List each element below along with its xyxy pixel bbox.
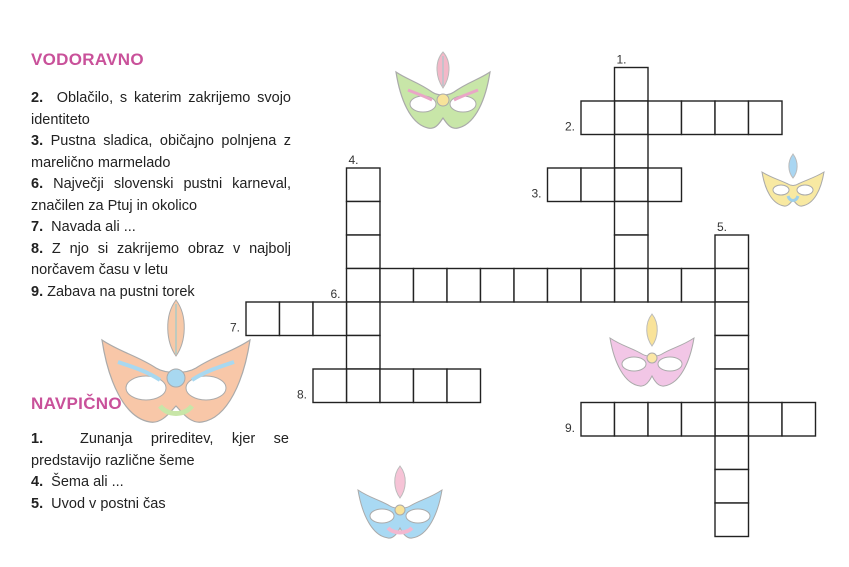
grid-cell[interactable]: [615, 269, 649, 303]
across-clue-9: 9. Zabava na pustni torek: [31, 283, 195, 300]
grid-number: 4.: [348, 153, 359, 167]
grid-cell[interactable]: [581, 168, 615, 202]
grid-cell[interactable]: [347, 336, 381, 370]
grid-cell[interactable]: [749, 101, 783, 135]
grid-cell[interactable]: [380, 369, 414, 403]
grid-number: 3.: [531, 186, 542, 201]
mask-icon: [604, 310, 700, 394]
grid-cell[interactable]: [715, 470, 749, 504]
grid-cell[interactable]: [615, 235, 649, 269]
grid-cell[interactable]: [715, 235, 749, 269]
down-clue-list: [31, 429, 289, 515]
grid-cell[interactable]: [347, 202, 381, 236]
mask-icon: [352, 462, 448, 546]
grid-cell[interactable]: [715, 503, 749, 537]
grid-number: 1.: [616, 52, 627, 67]
grid-cell[interactable]: [347, 235, 381, 269]
grid-cell[interactable]: [648, 403, 682, 437]
grid-cell[interactable]: [581, 269, 615, 303]
grid-number: 5.: [717, 220, 728, 234]
grid-cell[interactable]: [715, 101, 749, 135]
down-clue-1: 1. Zunanja prireditev, kjer se predstavijo različne šeme: [31, 431, 289, 469]
grid-cell[interactable]: [615, 202, 649, 236]
down-heading: NAVPIČNO: [31, 394, 122, 413]
grid-cell[interactable]: [380, 269, 414, 303]
across-clue-list: [31, 88, 291, 303]
across-clue-3: 3. Pustna sladica, običajno polnjena z marelično marmelado: [31, 133, 292, 171]
down-clue-5: 5. Uvod v postni čas: [31, 495, 166, 512]
grid-cell[interactable]: [648, 101, 682, 135]
grid-cell[interactable]: [481, 269, 515, 303]
mask-icon: [388, 42, 498, 138]
grid-number: 7.: [230, 320, 241, 335]
grid-cell[interactable]: [715, 336, 749, 370]
grid-cell[interactable]: [313, 302, 347, 336]
grid-cell[interactable]: [682, 101, 716, 135]
grid-cell[interactable]: [715, 302, 749, 336]
grid-cell[interactable]: [414, 269, 448, 303]
grid-number: 9.: [565, 421, 576, 435]
grid-cell[interactable]: [615, 168, 649, 202]
grid-cell[interactable]: [514, 269, 548, 303]
grid-cell[interactable]: [548, 269, 582, 303]
down-clue-4: 4. Šema ali ...: [31, 474, 124, 490]
grid-cell[interactable]: [280, 302, 314, 336]
grid-cell[interactable]: [715, 269, 749, 303]
mask-icon: [96, 296, 256, 436]
across-clue-7: 7. Navada ali ...: [31, 219, 136, 235]
grid-cell[interactable]: [682, 269, 716, 303]
mask-icon: [758, 150, 828, 212]
grid-number: 2.: [565, 119, 576, 134]
grid-cell[interactable]: [682, 403, 716, 437]
grid-cell[interactable]: [615, 101, 649, 135]
grid-cell[interactable]: [615, 403, 649, 437]
grid-cell[interactable]: [648, 269, 682, 303]
grid-cell[interactable]: [313, 369, 347, 403]
grid-cell[interactable]: [581, 403, 615, 437]
grid-cell[interactable]: [414, 369, 448, 403]
across-heading: VODORAVNO: [31, 50, 144, 69]
grid-cell[interactable]: [615, 135, 649, 169]
grid-cell[interactable]: [548, 168, 582, 202]
grid-number: 8.: [297, 387, 308, 402]
grid-cell[interactable]: [347, 369, 381, 403]
grid-cell[interactable]: [447, 269, 481, 303]
grid-cell[interactable]: [782, 403, 816, 437]
grid-cell[interactable]: [648, 168, 682, 202]
across-clue-2: 2. Oblačilo, s katerim zakrijemo svojo identiteto: [31, 90, 291, 128]
across-clue-6: 6. Največji slovenski pustni karneval, značilen za Ptuj in okolico: [31, 176, 292, 214]
grid-cell[interactable]: [347, 302, 381, 336]
grid-cell[interactable]: [615, 68, 649, 102]
grid-cell[interactable]: [749, 403, 783, 437]
grid-number: 6.: [330, 287, 341, 301]
grid-cell[interactable]: [715, 403, 749, 437]
grid-cell[interactable]: [347, 269, 381, 303]
grid-cell[interactable]: [581, 101, 615, 135]
grid-cell[interactable]: [715, 436, 749, 470]
grid-cell[interactable]: [347, 168, 381, 202]
grid-cell[interactable]: [715, 369, 749, 403]
across-clue-8: 8. Z njo si zakrijemo obraz v najbolj norčavem času v letu: [31, 240, 291, 278]
grid-cell[interactable]: [447, 369, 481, 403]
